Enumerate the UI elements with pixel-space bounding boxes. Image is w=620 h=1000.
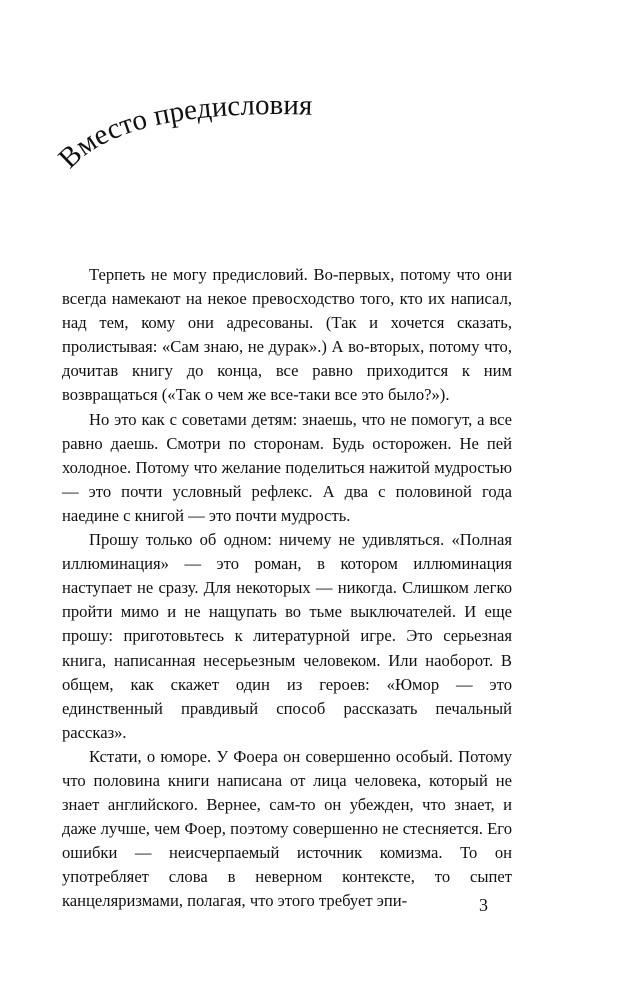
paragraph-1: Терпеть не могу предисловий. Во-первых, потому что они всегда намекают на некое превосходство того, кто их написал, над тем, кому они адресованы. (Так и хочется сказать, пролистывая: «Сам знаю, не дурак».) А во-вторых, потому что, дочитав книгу до конца, все равно приходится к ним возвращаться («Так о чем же все-таки все это было?»). [62,265,512,405]
chapter-heading-graphic [52,86,346,176]
chapter-heading-text: Вместо предисловия [52,89,313,175]
chapter-heading [52,86,346,176]
paragraph-2: Но это как с советами детям: знаешь, что не помогут, а все равно даешь. Смотри по сторонам. Будь осторожен. Не пей холодное. Потому что желание поделиться нажитой мудростью — это почти условный рефлекс. А два с половиной года наедине с книгой — это почти мудрость. [62,409,512,525]
paragraph-4: Кстати, о юморе. У Фоера он совершенно особый. Потому что половина книги написана от лица человека, который не знает английского. Вернее, сам-то он убежден, что знает, и даже лучше, чем Фоер, поэтому совершенно не стесняется. Его ошибки — неисчерпаемый источник комизма. То он употребляет слова в неверном контексте, то сыпет канцеляризмами, полагая, что этого требует эпи- [62,746,512,911]
page-number: 3 [479,895,488,915]
body-text [62,263,512,914]
svg-text:Вместо предисловия [52,89,312,175]
paragraph-3: Прошу только об одном: ничему не удивляться. «Полная иллюминация» — это роман, в котором иллюминация наступает не сразу. Для некоторых — никогда. Слишком легко пройти мимо и не нащупать во тьме выключателей. И еще прошу: приготовьтесь к литературной игре. Это серьезная книга, написанная несерьезным человеком. Или наоборот. В общем, как скажет один из героев: «Юмор — это единственный правдивый способ рассказать печальный рассказ». [62,530,512,742]
